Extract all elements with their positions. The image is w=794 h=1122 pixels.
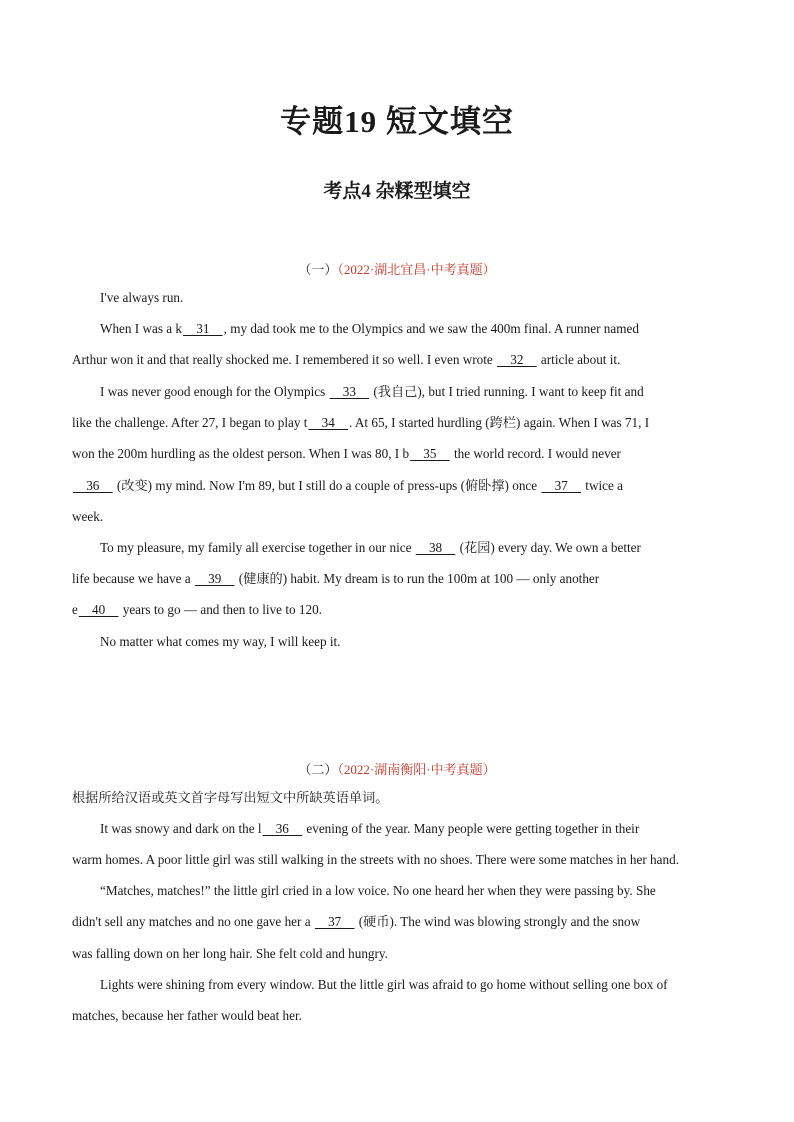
passage-line — [72, 914, 640, 930]
passage-line — [100, 290, 183, 306]
passage-text: (健康的) habit. My dream is to run the 100m at 100 — only another — [235, 571, 600, 586]
passage-line — [100, 634, 340, 650]
passage-line — [72, 1008, 302, 1024]
passage-line — [72, 352, 620, 368]
blank-36[interactable]: 36 — [73, 478, 113, 493]
blank-33[interactable]: 33 — [329, 384, 370, 399]
blank-36[interactable]: 36 — [262, 821, 303, 836]
passage-text: week. — [72, 509, 104, 524]
passage-text: (硬币). The wind was blowing strongly and the snow — [355, 914, 641, 929]
passage-text: (我自己), but I tried running. I want to keep fit and — [370, 384, 644, 399]
page-title: 专题19 短文填空 — [280, 104, 514, 139]
passage-text: didn't sell any matches and no one gave her a — [72, 914, 314, 929]
passage-text: article about it. — [537, 352, 621, 367]
passage-line — [72, 446, 621, 462]
passage-line — [100, 384, 644, 400]
page-subtitle: 考点4 杂糅型填空 — [323, 181, 471, 202]
passage-text: Lights were shining from every window. But the little girl was afraid to go home without selling one box of — [100, 977, 668, 992]
passage-text: like the challenge. After 27, I began to play t — [72, 415, 308, 430]
passage-text: twice a — [582, 478, 624, 493]
passage-line — [72, 478, 623, 494]
blank-34[interactable]: 34 — [308, 415, 349, 430]
passage-text: “Matches, matches!” the little girl cried in a low voice. No one heard her when they were passing by. She — [100, 883, 656, 898]
passage-line — [72, 571, 599, 587]
passage-text: years to go — and then to live to 120. — [119, 602, 322, 617]
passage-text: won the 200m hurdling as the oldest person. When I was 80, I b — [72, 446, 410, 461]
blank-32[interactable]: 32 — [497, 352, 537, 367]
blank-38[interactable]: 38 — [415, 540, 456, 555]
passage-line — [100, 977, 668, 993]
passage-text: life because we have a — [72, 571, 194, 586]
blank-37[interactable]: 37 — [314, 914, 355, 929]
passage-text: evening of the year. Many people were getting together in their — [303, 821, 640, 836]
passage-text: I've always run. — [100, 290, 184, 305]
passage-text: No matter what comes my way, I will keep it. — [100, 634, 341, 649]
passage-text: . At 65, I started hurdling (跨栏) again. When I was 71, I — [349, 415, 650, 430]
blank-37[interactable]: 37 — [541, 478, 581, 493]
section2-source — [0, 759, 794, 778]
section1-source — [0, 259, 794, 278]
passage-line — [100, 821, 639, 837]
passage-text: (花园) every day. We own a better — [456, 540, 641, 555]
blank-40[interactable]: 40 — [78, 602, 119, 617]
section2-source-text: （2022·湖南衡阳·中考真题） — [337, 762, 496, 777]
passage-text: was falling down on her long hair. She felt cold and hungry. — [72, 946, 388, 961]
passage-text: Arthur won it and that really shocked me. I remembered it so well. I even wrote — [72, 352, 497, 367]
blank-31[interactable]: 31 — [183, 321, 223, 336]
passage-text: It was snowy and dark on the l — [100, 821, 262, 836]
blank-35[interactable]: 35 — [410, 446, 450, 461]
section1-source-text: （2022·湖北宜昌·中考真题） — [337, 262, 496, 277]
section1-number: （一） — [298, 262, 338, 277]
passage-text: warm homes. A poor little girl was still walking in the streets with no shoes. There were some matches in her hand. — [72, 852, 679, 867]
passage-line — [72, 602, 322, 618]
passage-line — [100, 883, 656, 899]
passage-line — [100, 321, 639, 337]
passage-text: I was never good enough for the Olympics — [100, 384, 329, 399]
passage-line — [72, 946, 388, 962]
passage-text: When I was a k — [100, 321, 183, 336]
passage-line — [72, 509, 103, 525]
passage-text: To my pleasure, my family all exercise together in our nice — [100, 540, 415, 555]
passage-text: e — [72, 602, 78, 617]
section2-instruction: 根据所给汉语或英文首字母写出短文中所缺英语单词。 — [72, 790, 389, 805]
blank-39[interactable]: 39 — [194, 571, 235, 586]
passage-text: , my dad took me to the Olympics and we saw the 400m final. A runner named — [223, 321, 639, 336]
passage-line — [72, 852, 679, 868]
passage-text: (改变) my mind. Now I'm 89, but I still do a couple of press-ups (俯卧撑) once — [113, 478, 541, 493]
passage-text: matches, because her father would beat her. — [72, 1008, 302, 1023]
passage-line — [72, 415, 649, 431]
passage-text: the world record. I would never — [450, 446, 621, 461]
passage-line — [100, 540, 641, 556]
section2-number: （二） — [298, 762, 338, 777]
